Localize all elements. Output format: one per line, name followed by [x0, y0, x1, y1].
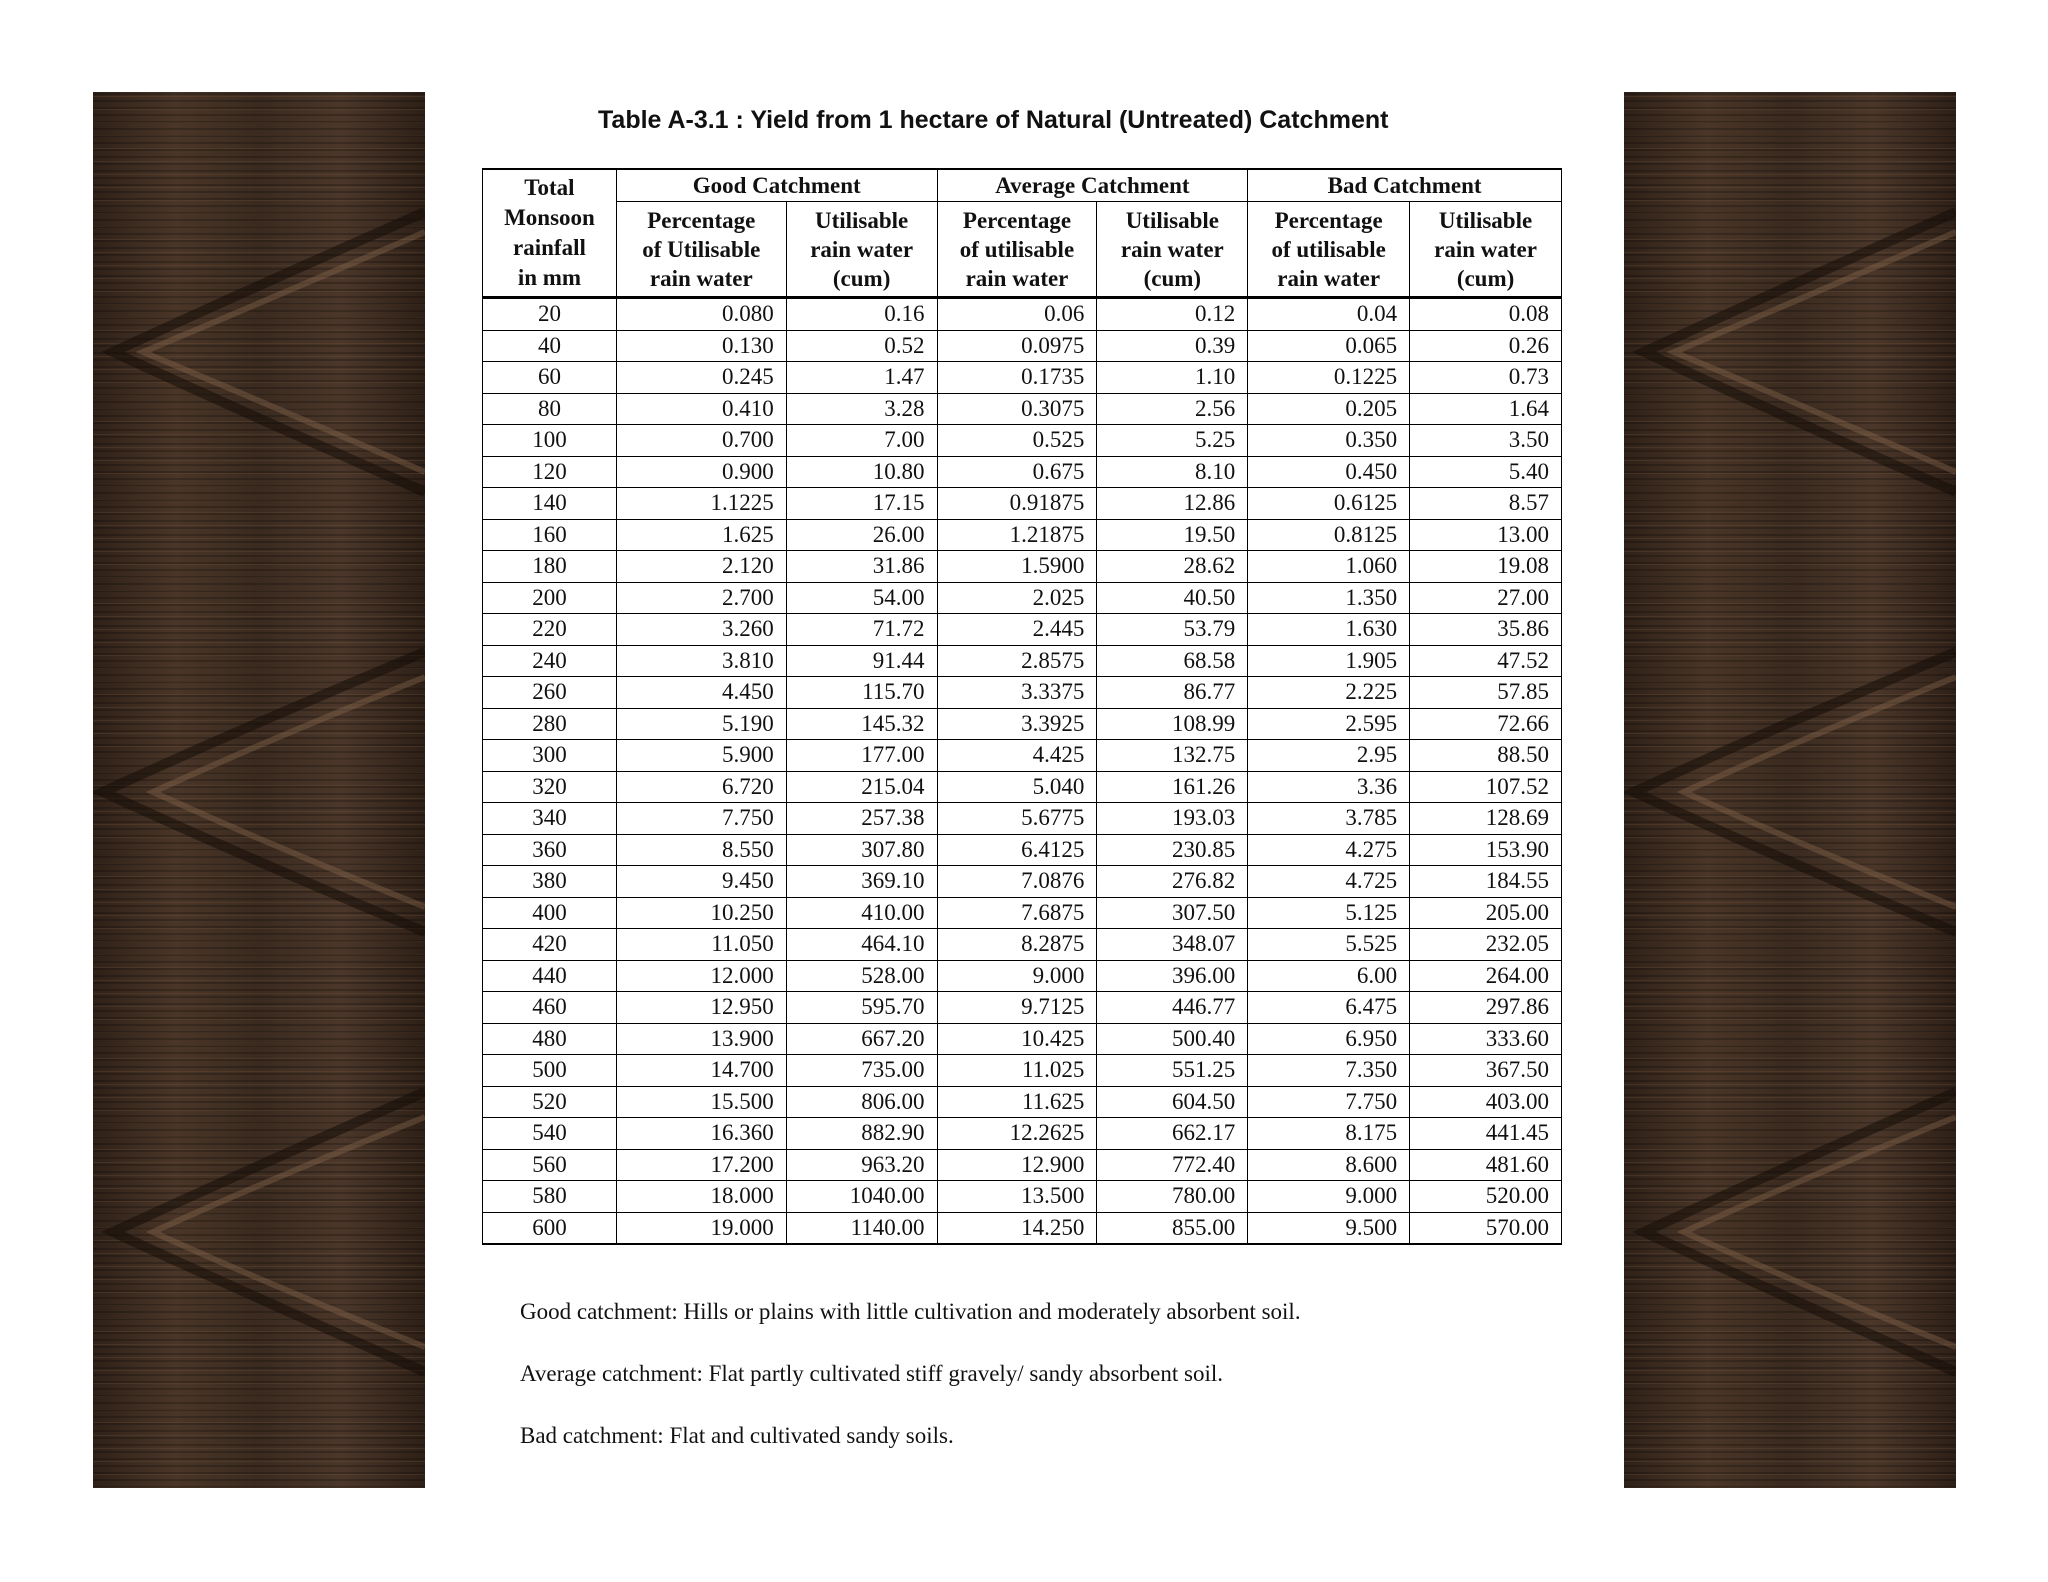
table-cell: 28.62 [1097, 551, 1248, 583]
note-average-catchment: Average catchment: Flat partly cultivated stiff gravely/ sandy absorbent soil. [520, 1361, 1223, 1386]
rainfall-cell: 20 [483, 298, 617, 331]
table-cell: 9.000 [937, 960, 1097, 992]
table-cell: 0.1225 [1248, 362, 1410, 394]
table-cell: 1.64 [1410, 393, 1562, 425]
table-cell: 153.90 [1410, 834, 1562, 866]
table-row [483, 929, 1562, 961]
table-cell: 17.15 [786, 488, 937, 520]
table-cell: 0.410 [616, 393, 786, 425]
table-cell: 115.70 [786, 677, 937, 709]
table-cell: 5.525 [1248, 929, 1410, 961]
rainfall-cell: 500 [483, 1055, 617, 1087]
table-cell: 7.00 [786, 425, 937, 457]
table-cell: 5.25 [1097, 425, 1248, 457]
header-group-good: Good Catchment [616, 169, 937, 202]
table-cell: 5.6775 [937, 803, 1097, 835]
table-cell: 3.260 [616, 614, 786, 646]
table-cell: 8.175 [1248, 1118, 1410, 1150]
table-row [483, 362, 1562, 394]
table-cell: 1.630 [1248, 614, 1410, 646]
table-cell: 18.000 [616, 1181, 786, 1213]
table-cell: 12.900 [937, 1149, 1097, 1181]
table-cell: 3.36 [1248, 771, 1410, 803]
table-cell: 3.810 [616, 645, 786, 677]
table-cell: 2.595 [1248, 708, 1410, 740]
table-row [483, 456, 1562, 488]
table-row [483, 519, 1562, 551]
table-cell: 108.99 [1097, 708, 1248, 740]
rainfall-cell: 340 [483, 803, 617, 835]
table-cell: 604.50 [1097, 1086, 1248, 1118]
table-cell: 7.6875 [937, 897, 1097, 929]
table-cell: 205.00 [1410, 897, 1562, 929]
table-row [483, 1181, 1562, 1213]
table-cell: 2.225 [1248, 677, 1410, 709]
table-row [483, 771, 1562, 803]
table-cell: 276.82 [1097, 866, 1248, 898]
table-cell: 1140.00 [786, 1212, 937, 1244]
table-cell: 367.50 [1410, 1055, 1562, 1087]
table-cell: 132.75 [1097, 740, 1248, 772]
rainfall-cell: 400 [483, 897, 617, 929]
table-cell: 5.190 [616, 708, 786, 740]
table-row [483, 298, 1562, 331]
header-sub-line: of utilisable [959, 236, 1075, 262]
table-cell: 1.10 [1097, 362, 1248, 394]
table-row [483, 1055, 1562, 1087]
rainfall-cell: 160 [483, 519, 617, 551]
note-good-catchment: Good catchment: Hills or plains with little cultivation and moderately absorbent soil. [520, 1299, 1301, 1324]
header-sub-1 [786, 202, 937, 298]
table-cell: 4.425 [937, 740, 1097, 772]
table-cell: 1.060 [1248, 551, 1410, 583]
table-cell: 0.675 [937, 456, 1097, 488]
rainfall-cell: 280 [483, 708, 617, 740]
table-cell: 1.47 [786, 362, 937, 394]
table-cell: 31.86 [786, 551, 937, 583]
table-cell: 264.00 [1410, 960, 1562, 992]
table-cell: 410.00 [786, 897, 937, 929]
header-sub-line: (cum) [1456, 265, 1515, 291]
table-row [483, 834, 1562, 866]
table-cell: 0.900 [616, 456, 786, 488]
table-cell: 47.52 [1410, 645, 1562, 677]
header-rainfall-line: Monsoon [504, 205, 595, 230]
table-cell: 13.00 [1410, 519, 1562, 551]
rainfall-cell: 360 [483, 834, 617, 866]
table-row [483, 992, 1562, 1024]
table-cell: 13.900 [616, 1023, 786, 1055]
table-cell: 14.700 [616, 1055, 786, 1087]
table-cell: 7.350 [1248, 1055, 1410, 1087]
rainfall-cell: 200 [483, 582, 617, 614]
table-cell: 1.350 [1248, 582, 1410, 614]
table-cell: 0.8125 [1248, 519, 1410, 551]
table-row [483, 393, 1562, 425]
table-cell: 8.57 [1410, 488, 1562, 520]
table-cell: 4.450 [616, 677, 786, 709]
header-sub-2 [937, 202, 1097, 298]
table-cell: 0.065 [1248, 330, 1410, 362]
table-cell: 193.03 [1097, 803, 1248, 835]
table-cell: 2.95 [1248, 740, 1410, 772]
table-cell: 11.050 [616, 929, 786, 961]
table-cell: 8.2875 [937, 929, 1097, 961]
table-cell: 9.450 [616, 866, 786, 898]
table-cell: 10.250 [616, 897, 786, 929]
table-cell: 8.600 [1248, 1149, 1410, 1181]
table-row [483, 1023, 1562, 1055]
header-sub-line: (cum) [832, 265, 891, 291]
table-cell: 11.625 [937, 1086, 1097, 1118]
table-cell: 4.725 [1248, 866, 1410, 898]
header-sub-line: rain water [810, 236, 914, 262]
header-sub-line: Percentage [647, 207, 756, 233]
table-cell: 0.245 [616, 362, 786, 394]
table-cell: 53.79 [1097, 614, 1248, 646]
table-row [483, 1212, 1562, 1244]
header-sub-line: of utilisable [1271, 236, 1386, 262]
header-sub-line: Percentage [1274, 207, 1383, 233]
table-cell: 91.44 [786, 645, 937, 677]
table-cell: 0.91875 [937, 488, 1097, 520]
table-cell: 19.000 [616, 1212, 786, 1244]
rainfall-cell: 80 [483, 393, 617, 425]
table-cell: 12.000 [616, 960, 786, 992]
table-row [483, 677, 1562, 709]
table-cell: 1.1225 [616, 488, 786, 520]
header-sub-5 [1410, 202, 1562, 298]
table-cell: 0.0975 [937, 330, 1097, 362]
table-cell: 0.700 [616, 425, 786, 457]
table-cell: 1.21875 [937, 519, 1097, 551]
notes [520, 1300, 1301, 1486]
table-row [483, 551, 1562, 583]
table-cell: 107.52 [1410, 771, 1562, 803]
rainfall-cell: 480 [483, 1023, 617, 1055]
wood-grain-left [93, 92, 425, 1488]
table-cell: 307.50 [1097, 897, 1248, 929]
page-title: Table A-3.1 : Yield from 1 hectare of Natural (Untreated) Catchment [598, 106, 1389, 134]
table-body [483, 298, 1562, 1245]
table-row [483, 614, 1562, 646]
table-cell: 17.200 [616, 1149, 786, 1181]
table-cell: 0.52 [786, 330, 937, 362]
table-cell: 88.50 [1410, 740, 1562, 772]
table-row [483, 897, 1562, 929]
header-sub-line: Utilisable [1438, 207, 1533, 233]
header-rainfall-line: rainfall [513, 235, 586, 260]
rainfall-cell: 460 [483, 992, 617, 1024]
table-cell: 86.77 [1097, 677, 1248, 709]
rainfall-cell: 560 [483, 1149, 617, 1181]
table-header [483, 169, 1562, 298]
table-cell: 2.025 [937, 582, 1097, 614]
table-cell: 6.950 [1248, 1023, 1410, 1055]
table-cell: 307.80 [786, 834, 937, 866]
table-cell: 10.425 [937, 1023, 1097, 1055]
table-cell: 520.00 [1410, 1181, 1562, 1213]
table-row [483, 960, 1562, 992]
table-cell: 528.00 [786, 960, 937, 992]
header-sub-0 [616, 202, 786, 298]
table-cell: 145.32 [786, 708, 937, 740]
table-cell: 0.06 [937, 298, 1097, 331]
rainfall-cell: 380 [483, 866, 617, 898]
table-cell: 2.700 [616, 582, 786, 614]
table-cell: 7.750 [1248, 1086, 1410, 1118]
rainfall-cell: 600 [483, 1212, 617, 1244]
table-cell: 177.00 [786, 740, 937, 772]
table-row [483, 582, 1562, 614]
table-cell: 14.250 [937, 1212, 1097, 1244]
table-row [483, 488, 1562, 520]
table-cell: 15.500 [616, 1086, 786, 1118]
header-group-average: Average Catchment [937, 169, 1248, 202]
table-cell: 0.26 [1410, 330, 1562, 362]
table-cell: 54.00 [786, 582, 937, 614]
table-cell: 0.73 [1410, 362, 1562, 394]
rainfall-cell: 220 [483, 614, 617, 646]
table-cell: 19.08 [1410, 551, 1562, 583]
table-cell: 5.40 [1410, 456, 1562, 488]
rainfall-cell: 520 [483, 1086, 617, 1118]
table-cell: 6.720 [616, 771, 786, 803]
table-cell: 12.86 [1097, 488, 1248, 520]
table-cell: 16.360 [616, 1118, 786, 1150]
table-cell: 1040.00 [786, 1181, 937, 1213]
table-cell: 11.025 [937, 1055, 1097, 1087]
table-cell: 403.00 [1410, 1086, 1562, 1118]
table-cell: 57.85 [1410, 677, 1562, 709]
yield-table [482, 168, 1562, 1245]
header-group-bad: Bad Catchment [1248, 169, 1562, 202]
table-cell: 0.3075 [937, 393, 1097, 425]
table-row [483, 803, 1562, 835]
header-sub-line: rain water [965, 265, 1069, 291]
rainfall-cell: 580 [483, 1181, 617, 1213]
table-cell: 0.080 [616, 298, 786, 331]
table-cell: 0.130 [616, 330, 786, 362]
table-cell: 0.450 [1248, 456, 1410, 488]
table-cell: 72.66 [1410, 708, 1562, 740]
wood-panel-left [93, 92, 425, 1488]
table-cell: 0.04 [1248, 298, 1410, 331]
rainfall-cell: 140 [483, 488, 617, 520]
table-cell: 806.00 [786, 1086, 937, 1118]
table-cell: 1.625 [616, 519, 786, 551]
table-cell: 396.00 [1097, 960, 1248, 992]
table-cell: 8.550 [616, 834, 786, 866]
table-cell: 13.500 [937, 1181, 1097, 1213]
table-cell: 2.445 [937, 614, 1097, 646]
table-cell: 184.55 [1410, 866, 1562, 898]
table-row [483, 740, 1562, 772]
table-cell: 0.350 [1248, 425, 1410, 457]
table-cell: 6.475 [1248, 992, 1410, 1024]
table-cell: 5.040 [937, 771, 1097, 803]
table-cell: 297.86 [1410, 992, 1562, 1024]
header-sub-line: rain water [1120, 236, 1224, 262]
table-cell: 464.10 [786, 929, 937, 961]
rainfall-cell: 320 [483, 771, 617, 803]
table-cell: 71.72 [786, 614, 937, 646]
table-cell: 4.275 [1248, 834, 1410, 866]
table-cell: 3.785 [1248, 803, 1410, 835]
rainfall-cell: 40 [483, 330, 617, 362]
wood-grain-right [1624, 92, 1956, 1488]
rainfall-cell: 540 [483, 1118, 617, 1150]
table-row [483, 1149, 1562, 1181]
table-cell: 369.10 [786, 866, 937, 898]
note-bad-catchment: Bad catchment: Flat and cultivated sandy soils. [520, 1423, 954, 1448]
header-sub-line: rain water [1277, 265, 1381, 291]
table-cell: 963.20 [786, 1149, 937, 1181]
table-cell: 595.70 [786, 992, 937, 1024]
table-cell: 3.50 [1410, 425, 1562, 457]
table-cell: 3.28 [786, 393, 937, 425]
table-cell: 40.50 [1097, 582, 1248, 614]
table-cell: 2.56 [1097, 393, 1248, 425]
table-cell: 6.00 [1248, 960, 1410, 992]
table-cell: 68.58 [1097, 645, 1248, 677]
table-cell: 441.45 [1410, 1118, 1562, 1150]
table-cell: 12.2625 [937, 1118, 1097, 1150]
rainfall-cell: 60 [483, 362, 617, 394]
table-cell: 9.7125 [937, 992, 1097, 1024]
header-sub-line: (cum) [1143, 265, 1202, 291]
header-sub-line: Utilisable [1125, 207, 1219, 233]
table-cell: 0.39 [1097, 330, 1248, 362]
table-cell: 7.0876 [937, 866, 1097, 898]
table-cell: 0.525 [937, 425, 1097, 457]
table-cell: 780.00 [1097, 1181, 1248, 1213]
table-cell: 9.500 [1248, 1212, 1410, 1244]
header-rainfall-line: in mm [517, 265, 582, 290]
rainfall-cell: 100 [483, 425, 617, 457]
header-sub-4 [1248, 202, 1410, 298]
table-cell: 27.00 [1410, 582, 1562, 614]
table-cell: 7.750 [616, 803, 786, 835]
table-cell: 0.08 [1410, 298, 1562, 331]
header-sub-line: rain water [649, 265, 753, 291]
rainfall-cell: 180 [483, 551, 617, 583]
rainfall-cell: 440 [483, 960, 617, 992]
table-cell: 0.1735 [937, 362, 1097, 394]
table-cell: 257.38 [786, 803, 937, 835]
table-cell: 1.905 [1248, 645, 1410, 677]
table-row [483, 425, 1562, 457]
header-rainfall-line: Total [524, 175, 575, 200]
table-cell: 128.69 [1410, 803, 1562, 835]
table-cell: 0.6125 [1248, 488, 1410, 520]
table-cell: 232.05 [1410, 929, 1562, 961]
table-cell: 2.120 [616, 551, 786, 583]
header-sub-line: rain water [1434, 236, 1537, 262]
table-row [483, 330, 1562, 362]
table-cell: 5.900 [616, 740, 786, 772]
table-cell: 26.00 [786, 519, 937, 551]
table-cell: 735.00 [786, 1055, 937, 1087]
table-row [483, 645, 1562, 677]
rainfall-cell: 260 [483, 677, 617, 709]
table-cell: 0.205 [1248, 393, 1410, 425]
table-cell: 772.40 [1097, 1149, 1248, 1181]
table-cell: 3.3375 [937, 677, 1097, 709]
table-cell: 5.125 [1248, 897, 1410, 929]
header-rainfall [483, 169, 617, 298]
table-cell: 8.10 [1097, 456, 1248, 488]
table-cell: 2.8575 [937, 645, 1097, 677]
table-cell: 882.90 [786, 1118, 937, 1150]
table-cell: 855.00 [1097, 1212, 1248, 1244]
table-cell: 333.60 [1410, 1023, 1562, 1055]
table-cell: 481.60 [1410, 1149, 1562, 1181]
header-sub-3 [1097, 202, 1248, 298]
table-cell: 230.85 [1097, 834, 1248, 866]
table-cell: 215.04 [786, 771, 937, 803]
table-cell: 0.16 [786, 298, 937, 331]
table-cell: 19.50 [1097, 519, 1248, 551]
table-row [483, 1118, 1562, 1150]
table-cell: 35.86 [1410, 614, 1562, 646]
table-cell: 10.80 [786, 456, 937, 488]
header-sub-line: of Utilisable [642, 236, 761, 262]
table-cell: 0.12 [1097, 298, 1248, 331]
table-cell: 12.950 [616, 992, 786, 1024]
table-row [483, 1086, 1562, 1118]
table-row [483, 708, 1562, 740]
table-cell: 161.26 [1097, 771, 1248, 803]
table-row [483, 866, 1562, 898]
rainfall-cell: 420 [483, 929, 617, 961]
rainfall-cell: 240 [483, 645, 617, 677]
rainfall-cell: 300 [483, 740, 617, 772]
table-cell: 500.40 [1097, 1023, 1248, 1055]
table-cell: 662.17 [1097, 1118, 1248, 1150]
rainfall-cell: 120 [483, 456, 617, 488]
table-cell: 9.000 [1248, 1181, 1410, 1213]
table-cell: 446.77 [1097, 992, 1248, 1024]
table-cell: 348.07 [1097, 929, 1248, 961]
wood-panel-right [1624, 92, 1956, 1488]
table-cell: 570.00 [1410, 1212, 1562, 1244]
table-cell: 3.3925 [937, 708, 1097, 740]
table-cell: 6.4125 [937, 834, 1097, 866]
header-sub-line: Utilisable [814, 207, 909, 233]
header-sub-line: Percentage [962, 207, 1072, 233]
table-cell: 551.25 [1097, 1055, 1248, 1087]
table-cell: 667.20 [786, 1023, 937, 1055]
table-cell: 1.5900 [937, 551, 1097, 583]
